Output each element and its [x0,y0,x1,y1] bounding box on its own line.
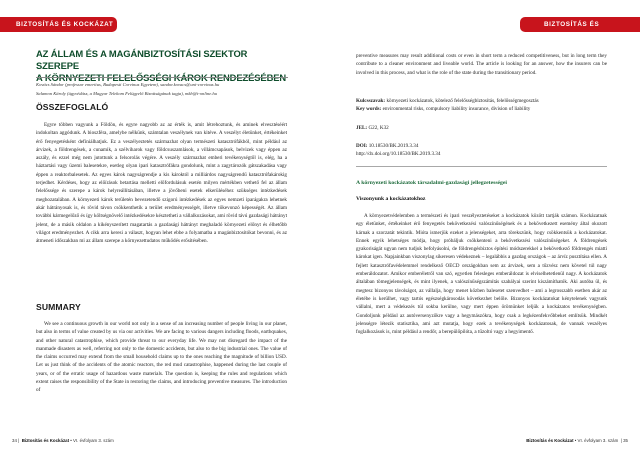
body-text: A környezetvédelemben a természeti és ipari veszélyeztetéseket a kockázatok között tartják számon. Kockázatnak egy életünket, értékeinket érő fenyegetés bekövetkezési valószínűségének és a bekövetkezett esemény által okozott kárnak a szorzatát tekintik. Mióta ismerjük ezeket a jelenségeket, arra törekszünk, hogy csökkentsük a kockázatokat. Ennek egyik lehetséges módja, hogy próbáljuk csökkenteni a bekövetkezési valószínűségeket. A földrengések gyakoriságát ugyan nem tudjuk befolyásolni, de földrengésbiztos építési módszerekkel a bekövetkező földrengés miatti károkat igen. Napjainkban viszonylag sikeresen védekeznek – legalábbis a gazdag országok – az árvíz pusztítása ellen. A fejlett katasztrófavédelemmel rendelkező OECD országokban sem az árvizek, sem a tűzvész nem követel túl nagy emberáldozatot. Amikor emberéletről van szó, egyetlen felesleges emberáldozat is elviselhetetlenül nagy. A kockázatok általában tömegjelenségek, és mint ilyenek, a valószínűségszámítás szabályai szerint kiszámíthatók. Aki autóba ül, és megtesz bizonyos távolságot, az vállalja, hogy menet közben balesetet szenvedhet – ami a legrosszabb esetben akár az életébe is kerülhet, vagy tartós egészségkárosodás következhet belőle. Bizonyos kockázatokat kénytelenek vagyunk vállalni, mert a védekezés túl sokba kerülne, vagy mert éppen örömünket leljük a kockázatos tevékenységben. Gondoljunk például az autóversenyzőkre vagy a hegymászókra, hogy csak a legkézenfekvőbbeket említsük. Mindkét jelenségre létezik statisztika, ami azt mutatja, hogy ezek a tevékenységek kockázatosak, de vannak veszélyes foglalkozások is, mint például a rendőr, a berepülőpilóta, a tűzoltó vagy a hegyimentő. [356,213,607,336]
doi-label: DOI: [356,143,368,149]
keywords-divider [356,166,607,167]
right-page [320,0,640,462]
author-list [36,80,288,98]
jel-value: G22, K32 [368,125,389,131]
keywords-en-label: Key words: [356,105,382,112]
subsection-heading: Viszonyunk a kockázatokhoz [356,196,426,202]
section-heading: A környezeti kockázatok társadalmi-gazdasági jellegzetességei [356,180,508,186]
keywords-hu-label: Kulcsszavak: [356,98,386,104]
doi-block [356,143,607,159]
keywords-en [356,106,607,114]
section-tab: BIZTOSÍTÁS ÉS KOCKÁZAT [0,17,117,32]
keywords-en-value: environmental risks, compulsory liability insurance, division of liability [382,105,531,112]
author-1: Kovács Sándor (professor emeritus, Budapesti Corvinus Egyetem), sandor.kovacs@uni-corvinus.hu [36,82,220,87]
abstract-text: Egyre többen vagyunk a Földön, és egyre nagyobb az az érték is, amit létrehoztunk, és aminek elvesztéséért indokoltan aggódunk. A bioszféra, amelybe nélkünk, számtalan veszélynek van kitéve. A veszélyt életünket, értékeinket érő fenyegetésként definiálhatjuk. Ez a veszélyeztetés származhat olyan természeti katasztrófákból, mint például az árvizek, a földrengések, a cunamik, a szélviharok vagy földcsuszamlások, a villámcsapások, belvizek vagy éppen az aszály, és ezzel még nem jutottunk a felsorolás végére. A veszély származhat emberi tevékenységtől is, elég, ha a háztartási vagy üzemi balesetekre, esetleg olyan ipari katasztrófákra gondolunk, mint a zagytározók gátszakadása vagy éppen a reaktorbalesetek. Az egyes károk nagyságrendje a kis károktól a milliárdos nagyságrendű katasztrófakárokig terjedhet. Kérdéses, hogy az előírások betartása melletti előfordulásuk esetén milyen mértékben vethető fel az állam felelőssége és szerepe a károk helyreállításában, illetve a jövőbeni esetek elkerüléséhez szükséges intézkedések meghozatalában. A környezeti károk területén bevezetendő szigorú intézkedések az egyes nemzeti iparágakra lehetnek akár hátrányosak is, és rövid távon csökkenthetik a terület eredményességét, illetve tőkevonzó képességét. Az állam további kármegelőző és így költségnövelő intézkedésekre késztetheti a vállalkozásokat, ami rövid távú gazdasági hátrányt jelent, de a másik oldalon a kikényszerített magatartás a gazdasági hátrányt meghaladó környezeti előnyt és élhetőbb világot eredményezhet. A cikk arra keresi a választ, hogyan lehet ebbe a folyamatba a magánbiztosítókat bevonni, és az átmeneti időszakban mi az állam szerepe a környezettudatos működés erősítésében. [36,122,287,245]
section-tab: BIZTOSÍTÁS ÉS KOCKÁZAT [520,17,640,32]
summary-heading: SUMMARY [36,302,81,312]
summary-continued: preventive measures may result additional costs or even in short term a reduced competitiveness, but in long term they contribute to a cleaner environment and liveable world. The article is looking for an answer, how the insurers can be involved in this process, and what is the role of the state during the transitionary period. [356,53,607,76]
doi-link[interactable]: http://dx.doi.org/10.18530/BK.2019.3.34 [356,150,441,157]
page-footer [12,438,114,443]
jel-codes [356,125,607,133]
page-footer [526,438,628,443]
journal-name: Biztosítás és Kockázat [526,438,574,443]
abstract-heading: ÖSSZEFOGLALÓ [36,102,109,112]
page-number: 34 | [12,438,20,443]
summary-text: We see a continuous growth in our world not only in a sense of an increasing number of people living in our planet, but also in terms of value created by us via our activities. We are facing to various dangers including floods, earthquakes, and other natural catastrophise, which provide threat to our everyday life. We may not disregard the impact of the manmade disasters as well, referring not only to the domestic accidents, but also to the big industrial ones. The value of the claims occurred may extend from the small household claims up to the ones reaching the magnitude of billion USD. Let us just think of the accidents of the atomic reactors, the red mud catastrophise, happened during the last couple of years, or of the erratic usage of hazardous waste materials. The question is, keeping the rules and regulations which extent raises the responsibility of the State in restoring the claims, and introducing preventive measures. The introduction of [36,321,287,394]
title-divider [36,77,288,78]
journal-issue: • VI. évfolyam 3. szám [574,438,619,443]
doi-value: 10.18530/BK.2019.3.34 [368,143,419,149]
author-2: Salamon Károly (ügyvédász, a Magyar Telekom Felügyelő Bizottságának tagja), mkb@t-online.hu [36,91,217,96]
article-title [36,48,288,84]
title-line-1: AZ ÁLLAM ÉS A MAGÁNBIZTOSÍTÁSI SZEKTOR SZEREPE [36,48,248,71]
journal-name: Biztosítás és Kockázat [21,438,70,443]
keywords-hu-value: környezeti kockázatok, kötelező felelősségbiztosítás, felelősségmegosztás [386,98,539,104]
journal-issue: • VI. évfolyam 3. szám [70,438,114,443]
jel-label: JEL: [356,125,368,131]
keywords-block [356,98,607,114]
keywords-hu [356,98,607,106]
page-number: | 35 [620,438,628,443]
